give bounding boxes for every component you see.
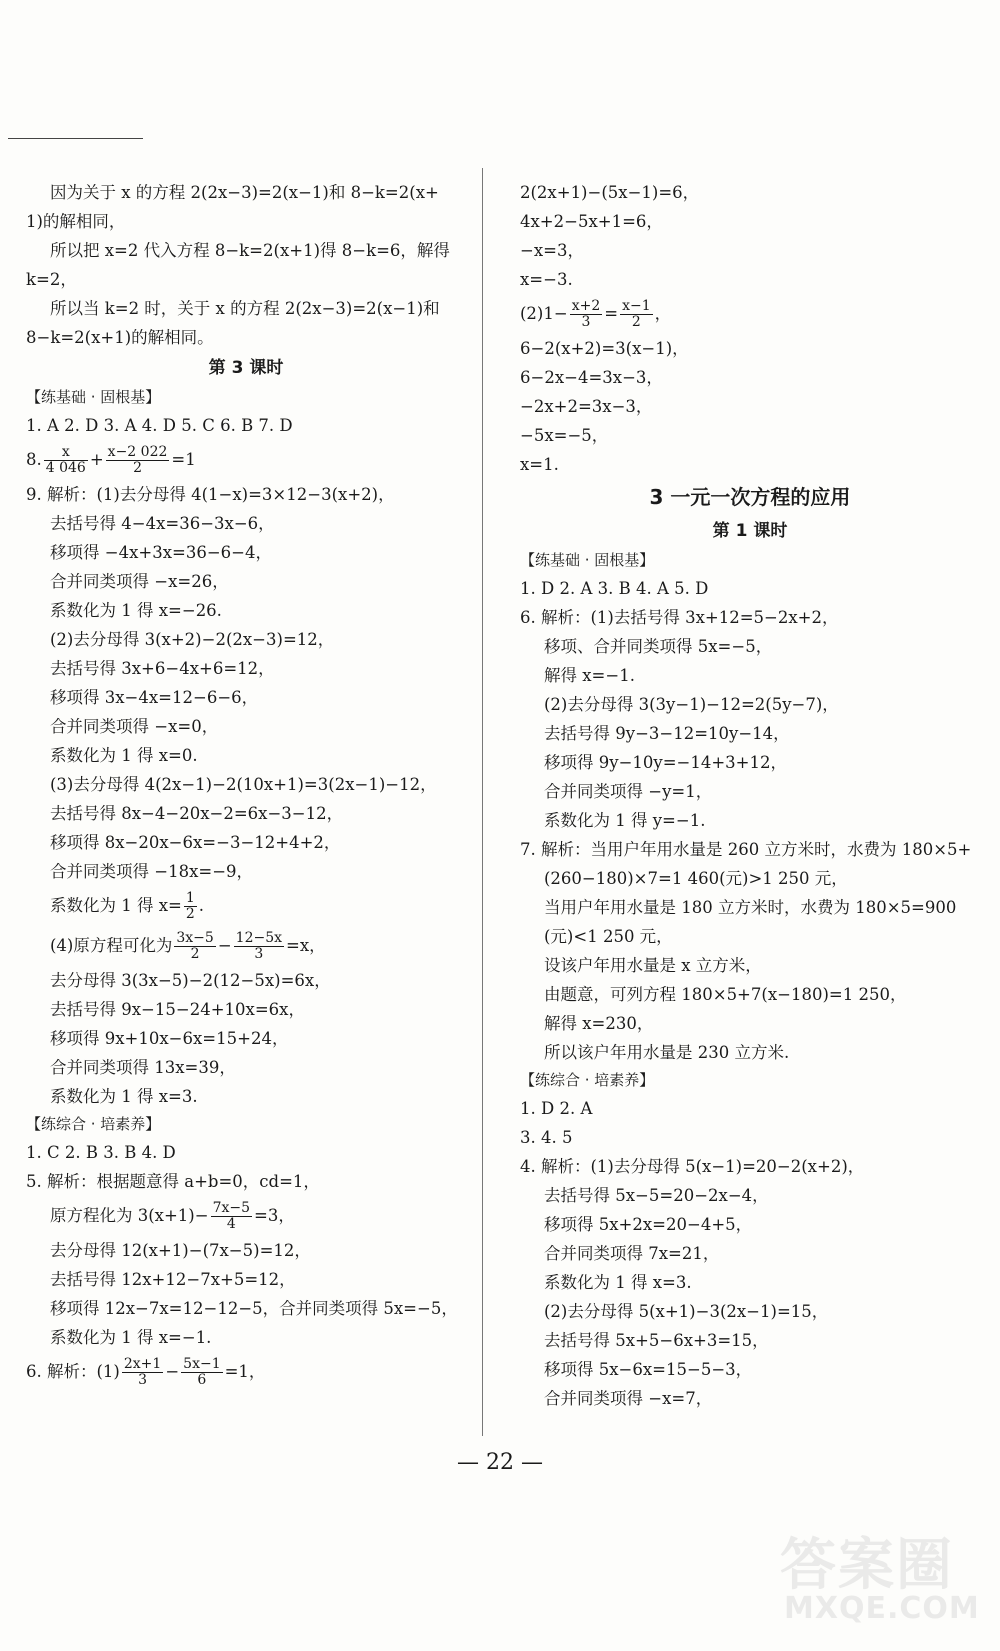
text-line: 移项得 3x−4x=12−6−6， <box>50 688 259 707</box>
eq-prefix: 原方程化为 3(x+1)− <box>50 1206 209 1225</box>
text-line: 移项得 5x−6x=15−5−3， <box>544 1360 753 1379</box>
text-line: 移项得 9y−10y=−14+3+12， <box>544 753 787 772</box>
operator: = <box>604 304 619 323</box>
text-line: 合并同类项得 −x=7， <box>544 1389 713 1408</box>
q5-equation <box>26 1196 466 1236</box>
text-line: 解得 x=−1. <box>544 666 635 685</box>
numerator: x−2 022 <box>107 444 168 461</box>
section-tag-basic: 【练基础 · 固根基】 <box>26 388 161 406</box>
q8-equation <box>26 440 466 480</box>
section-title: 3 一元一次方程的应用 <box>649 485 851 509</box>
text-line: 合并同类项得 7x=21， <box>544 1244 720 1263</box>
text-line: 移项得 5x+2x=20−4+5， <box>544 1215 753 1234</box>
text-line: 6−2(x+2)=3(x−1)， <box>520 339 689 358</box>
denominator: 2 <box>190 946 200 962</box>
eq2-equation <box>520 294 980 334</box>
text-line: 由题意，可列方程 180×5+7(x−180)=1 250， <box>544 985 907 1004</box>
text-line: 系数化为 1 得 x=−1. <box>50 1328 212 1347</box>
answers-line: 1. C 2. B 3. B 4. D <box>26 1143 176 1162</box>
operator: + <box>89 450 104 469</box>
fraction <box>620 299 653 329</box>
text-line: 去括号得 5x+5−6x+3=15， <box>544 1331 769 1350</box>
text-line: 移项得 −4x+3x=36−6−4， <box>50 543 272 562</box>
numerator: x <box>44 445 88 461</box>
denominator: 3 <box>254 946 264 962</box>
denominator: 4 <box>226 1216 236 1232</box>
text-line: 移项得 8x−20x−6x=−3−12+4+2， <box>50 833 341 852</box>
numerator: 5x−1 <box>183 1356 221 1373</box>
denominator: 2 <box>185 906 195 922</box>
watermark-text: 答案圈 <box>780 1533 954 1598</box>
top-rule <box>8 138 143 139</box>
text-line: 解得 x=230， <box>544 1014 654 1033</box>
denominator: 2 <box>133 460 142 476</box>
text-line: 合并同类项得 −x=26， <box>50 572 229 591</box>
section-tag-basic: 【练基础 · 固根基】 <box>520 551 655 569</box>
q9-4-equation <box>26 926 466 966</box>
text-line: 因为关于 x 的方程 2(2x−3)=2(x−1)和 8−k=2(x+ <box>50 183 439 202</box>
denominator: 3 <box>138 1372 148 1388</box>
text-line: 当用户年用水量是 180 立方米时，水费为 180×5=900 <box>544 898 957 917</box>
text-line: 去括号得 8x−4−20x−2=6x−3−12， <box>50 804 344 823</box>
eq-suffix: =1， <box>224 1362 266 1381</box>
section-tag-comprehensive: 【练综合 · 培素养】 <box>26 1115 161 1133</box>
text-line: 1)的解相同， <box>26 212 126 231</box>
fraction <box>181 1357 222 1387</box>
denominator: 3 <box>581 314 591 330</box>
fraction <box>44 445 88 475</box>
text-line: 系数化为 1 得 x=0. <box>50 746 198 765</box>
q9-coefficient-line <box>26 886 466 926</box>
text-line: (2)去分母得 3(x+2)−2(2x−3)=12， <box>50 630 335 649</box>
text-line: 系数化为 1 得 x=3. <box>544 1273 692 1292</box>
numerator: 1 <box>185 890 195 907</box>
lesson-title: 第 1 课时 <box>712 521 788 541</box>
text-line: 所以当 k=2 时，关于 x 的方程 2(2x−3)=2(x−1)和 <box>50 299 440 318</box>
text-line: −x=3， <box>520 241 584 260</box>
text-line: 9. 解析：(1)去分母得 4(1−x)=3×12−3(x+2)， <box>26 485 395 504</box>
text-line: 合并同类项得 13x=39， <box>50 1058 236 1077</box>
text-line: 7. 解析：当用户年用水量是 260 立方米时，水费为 180×5+ <box>520 840 972 859</box>
eq-suffix: . <box>198 896 205 915</box>
text-line: 8−k=2(x+1)的解相同。 <box>26 328 214 347</box>
column-divider <box>482 168 483 1436</box>
fraction <box>174 931 215 961</box>
text-line: 系数化为 1 得 y=−1. <box>544 811 706 830</box>
eq-prefix: 8. <box>26 450 42 469</box>
text-line: 去括号得 3x+6−4x+6=12， <box>50 659 275 678</box>
text-line: 所以把 x=2 代入方程 8−k=2(x+1)得 8−k=6，解得 <box>50 241 450 260</box>
text-line: 合并同类项得 −y=1， <box>544 782 713 801</box>
fraction <box>211 1201 252 1231</box>
text-line: 移项得 12x−7x=12−12−5，合并同类项得 5x=−5， <box>50 1299 458 1318</box>
text-line: 去分母得 12(x+1)−(7x−5)=12， <box>50 1241 311 1260</box>
watermark-url: MXQE.COM <box>784 1591 980 1626</box>
text-line: (260−180)×7=1 460(元)>1 250 元， <box>544 869 848 888</box>
text-line: 去括号得 5x−5=20−2x−4， <box>544 1186 769 1205</box>
operator: − <box>165 1362 180 1381</box>
denominator: 4 046 <box>45 460 86 476</box>
denominator: 6 <box>197 1372 207 1388</box>
text-line: 去括号得 9y−3−12=10y−14， <box>544 724 790 743</box>
numerator: x−1 <box>622 298 651 315</box>
eq-prefix: 系数化为 1 得 x= <box>50 896 182 915</box>
text-line: 系数化为 1 得 x=−26. <box>50 601 222 620</box>
text-line: 系数化为 1 得 x=3. <box>50 1087 198 1106</box>
eq-suffix: =1 <box>171 450 196 469</box>
text-line: 去分母得 3(3x−5)−2(12−5x)=6x， <box>50 971 331 990</box>
text-line: k=2， <box>26 270 77 289</box>
text-line: 合并同类项得 −18x=−9， <box>50 862 254 881</box>
eq-prefix: (2)1− <box>520 304 568 323</box>
section-tag-comprehensive: 【练综合 · 培素养】 <box>520 1071 655 1089</box>
fraction <box>234 931 284 961</box>
eq-prefix: 6. 解析：(1) <box>26 1362 120 1381</box>
fraction <box>570 299 603 329</box>
text-line: 6−2x−4=3x−3， <box>520 368 663 387</box>
text-line: −2x+2=3x−3， <box>520 397 653 416</box>
eq-suffix: =x， <box>286 936 326 955</box>
fraction <box>184 891 197 921</box>
text-line: 4. 解析：(1)去分母得 5(x−1)=20−2(x+2)， <box>520 1157 865 1176</box>
answers-line: 3. 4. 5 <box>520 1128 573 1147</box>
eq-suffix: =3， <box>254 1206 295 1225</box>
denominator: 2 <box>631 314 641 330</box>
eq-suffix: ， <box>654 304 672 323</box>
numerator: 2x+1 <box>123 1356 162 1373</box>
answers-line: 1. D 2. A <box>520 1099 593 1118</box>
text-line: 合并同类项得 −x=0， <box>50 717 219 736</box>
numerator: x+2 <box>571 298 601 315</box>
text-line: (3)去分母得 4(2x−1)−2(10x+1)=3(2x−1)−12， <box>50 775 437 794</box>
lesson-title: 第 3 课时 <box>208 358 284 378</box>
text-line: (元)<1 250 元， <box>544 927 673 946</box>
operator: − <box>217 936 232 955</box>
numerator: 7x−5 <box>212 1200 251 1217</box>
text-line: x=−3. <box>520 270 573 289</box>
page-number: — 22 — <box>457 1450 543 1475</box>
text-line: 6. 解析：(1)去括号得 3x+12=5−2x+2， <box>520 608 839 627</box>
answers-line: 1. D 2. A 3. B 4. A 5. D <box>520 579 709 598</box>
text-line: −5x=−5， <box>520 426 609 445</box>
fraction <box>122 1357 163 1387</box>
right-column <box>520 178 980 1413</box>
text-line: 移项得 9x+10x−6x=15+24， <box>50 1029 289 1048</box>
q6-equation <box>26 1352 466 1392</box>
numerator: 3x−5 <box>176 930 214 947</box>
text-line: 2(2x+1)−(5x−1)=6， <box>520 183 700 202</box>
fraction <box>106 445 170 475</box>
text-line: (2)去分母得 3(3y−1)−12=2(5y−7)， <box>544 695 839 714</box>
text-line: 去括号得 12x+12−7x+5=12， <box>50 1270 296 1289</box>
eq-prefix: (4)原方程可化为 <box>50 936 173 955</box>
text-line: 去括号得 9x−15−24+10x=6x， <box>50 1000 305 1019</box>
text-line: 移项、合并同类项得 5x=−5， <box>544 637 773 656</box>
numerator: 12−5x <box>235 930 283 947</box>
text-line: 5. 解析：根据题意得 a+b=0，cd=1， <box>26 1172 320 1191</box>
text-line: 所以该户年用水量是 230 立方米. <box>544 1043 790 1062</box>
text-line: (2)去分母得 5(x+1)−3(2x−1)=15， <box>544 1302 829 1321</box>
watermark-logo <box>774 1513 984 1633</box>
text-line: x=1. <box>520 455 559 474</box>
text-line: 去括号得 4−4x=36−3x−6， <box>50 514 275 533</box>
left-column <box>26 178 466 1392</box>
text-line: 4x+2−5x+1=6， <box>520 212 663 231</box>
answers-line: 1. A 2. D 3. A 4. D 5. C 6. B 7. D <box>26 416 293 435</box>
text-line: 设该户年用水量是 x 立方米， <box>544 956 762 975</box>
